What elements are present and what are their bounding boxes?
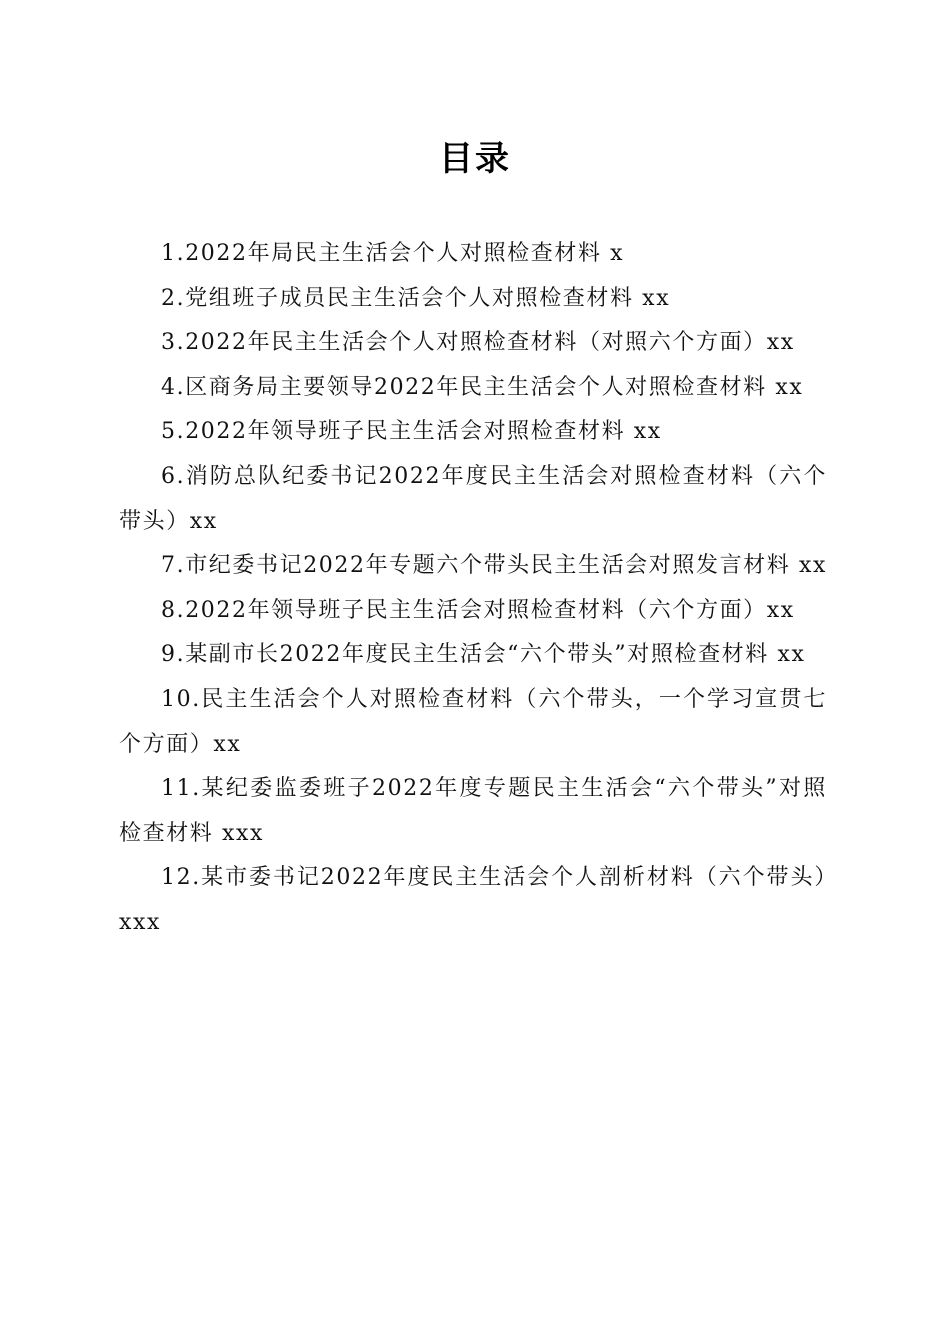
toc-item-12[interactable]: 12.某市委书记2022年度民主生活会个人剖析材料（六个带头）xxx [119, 865, 827, 935]
page-title: 目录 [439, 139, 511, 179]
toc-item-6[interactable]: 6.消防总队纪委书记2022年度民主生活会对照检查材料（六个带头）xx [119, 463, 827, 534]
toc-item-9[interactable]: 9.某副市长2022年度民主生活会“六个带头”对照检查材料 xx [161, 642, 806, 668]
toc-item-11[interactable]: 11.某纪委监委班子2022年度专题民主生活会“六个带头”对照检查材料 xxx [119, 776, 827, 846]
toc-item-10[interactable]: 10.民主生活会个人对照检查材料（六个带头，一个学习宣贯七个方面）xx [119, 686, 827, 757]
toc-item-7[interactable]: 7.市纪委书记2022年专题六个带头民主生活会对照发言材料 xx [161, 553, 827, 579]
toc-item-4[interactable]: 4.区商务局主要领导2022年民主生活会个人对照检查材料 xx [161, 374, 804, 400]
toc-item-1[interactable]: 1.2022年局民主生活会个人对照检查材料 x [161, 241, 625, 266]
toc-item-3[interactable]: 3.2022年民主生活会个人对照检查材料（对照六个方面）xx [161, 330, 795, 356]
toc-item-5[interactable]: 5.2022年领导班子民主生活会对照检查材料 xx [161, 419, 662, 445]
table-of-contents [119, 232, 827, 946]
toc-item-2[interactable]: 2.党组班子成员民主生活会个人对照检查材料 xx [161, 285, 671, 311]
toc-item-8[interactable]: 8.2022年领导班子民主生活会对照检查材料（六个方面）xx [161, 597, 795, 623]
